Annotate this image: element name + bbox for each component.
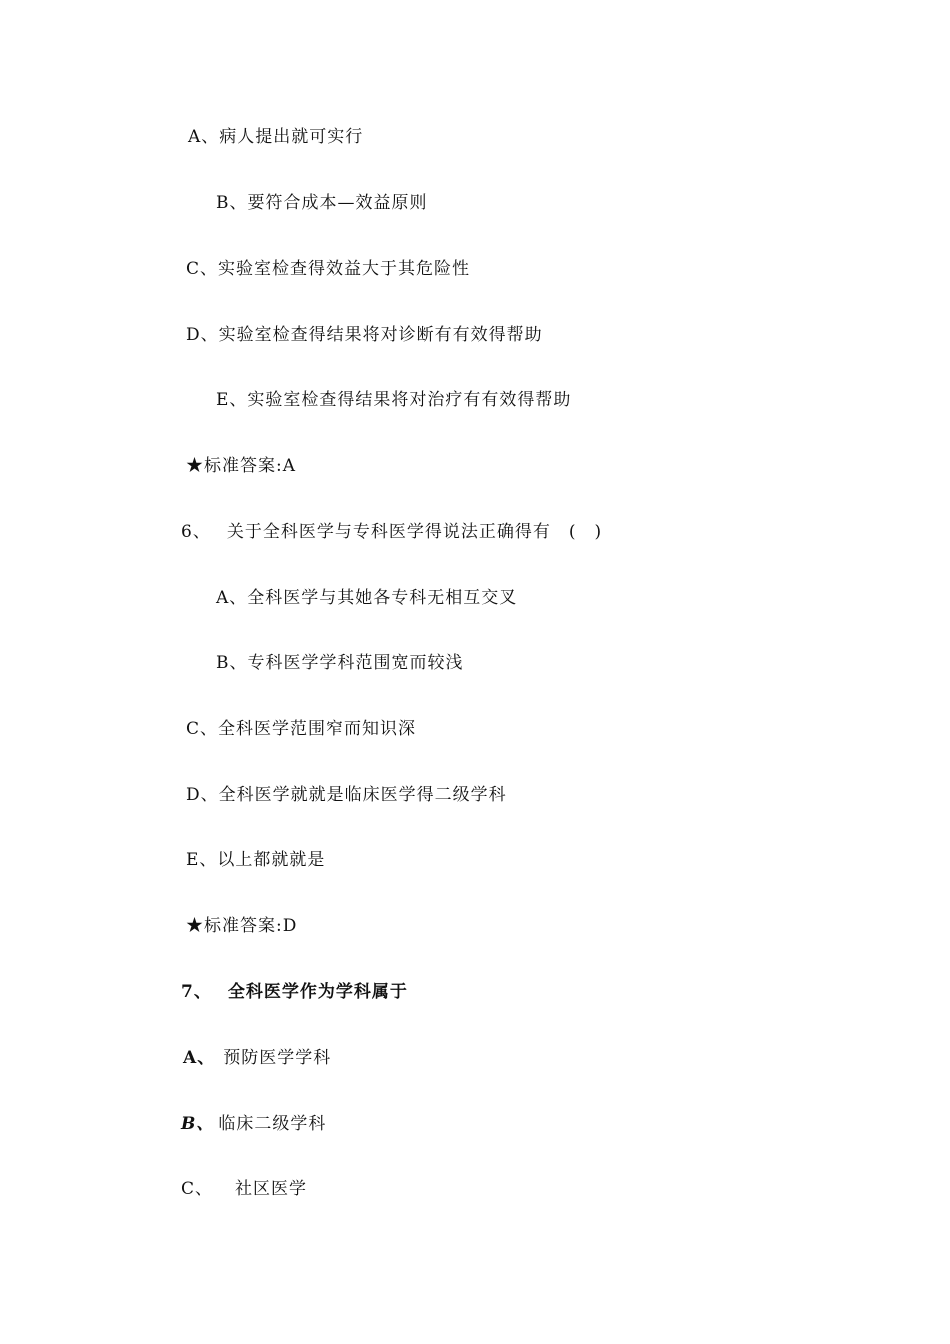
q6-question xyxy=(181,521,602,543)
q7-stem: 全科医学作为学科属于 xyxy=(227,982,408,1002)
q5-option-c: C、实验室检查得效益大于其危险性 xyxy=(186,259,471,279)
q7-option-a xyxy=(183,1047,331,1069)
q6-stem: 关于全科医学与专科医学得说法正确得有 xyxy=(226,522,551,542)
q6-option-b: B、专科医学学科范围宽而较浅 xyxy=(216,653,464,673)
q7-option-a-text: 预防医学学科 xyxy=(223,1048,332,1068)
q7-option-a-letter: A、 xyxy=(183,1048,216,1068)
q6-blank: ( ) xyxy=(568,522,603,542)
q7-option-b-text: 临床二级学科 xyxy=(218,1114,327,1134)
q6-option-d: D、全科医学就就是临床医学得二级学科 xyxy=(186,785,507,805)
q7-number: 7、 xyxy=(181,982,212,1002)
q7-option-c-text: 社区医学 xyxy=(235,1179,308,1199)
q7-option-b xyxy=(181,1113,326,1135)
q6-option-e: E、以上都就就是 xyxy=(186,850,326,870)
q7-option-b-letter: B、 xyxy=(181,1114,215,1134)
q6-answer: ★标准答案:D xyxy=(186,916,298,936)
q5-option-e: E、实验室检查得结果将对治疗有有效得帮助 xyxy=(216,390,572,410)
q6-number: 6、 xyxy=(181,522,211,542)
q5-option-a: A、病人提出就可实行 xyxy=(188,127,364,147)
q6-option-a: A、全科医学与其她各专科无相互交叉 xyxy=(216,588,518,608)
q7-option-c-letter: C、 xyxy=(181,1179,214,1199)
q7-option-c xyxy=(181,1178,307,1200)
q5-option-b: B、要符合成本—效益原则 xyxy=(216,193,428,213)
q6-option-c: C、全科医学范围窄而知识深 xyxy=(186,719,417,739)
q5-option-d: D、实验室检查得结果将对诊断有有效得帮助 xyxy=(186,325,543,345)
q5-answer: ★标准答案:A xyxy=(186,456,297,476)
q7-question xyxy=(181,981,408,1003)
